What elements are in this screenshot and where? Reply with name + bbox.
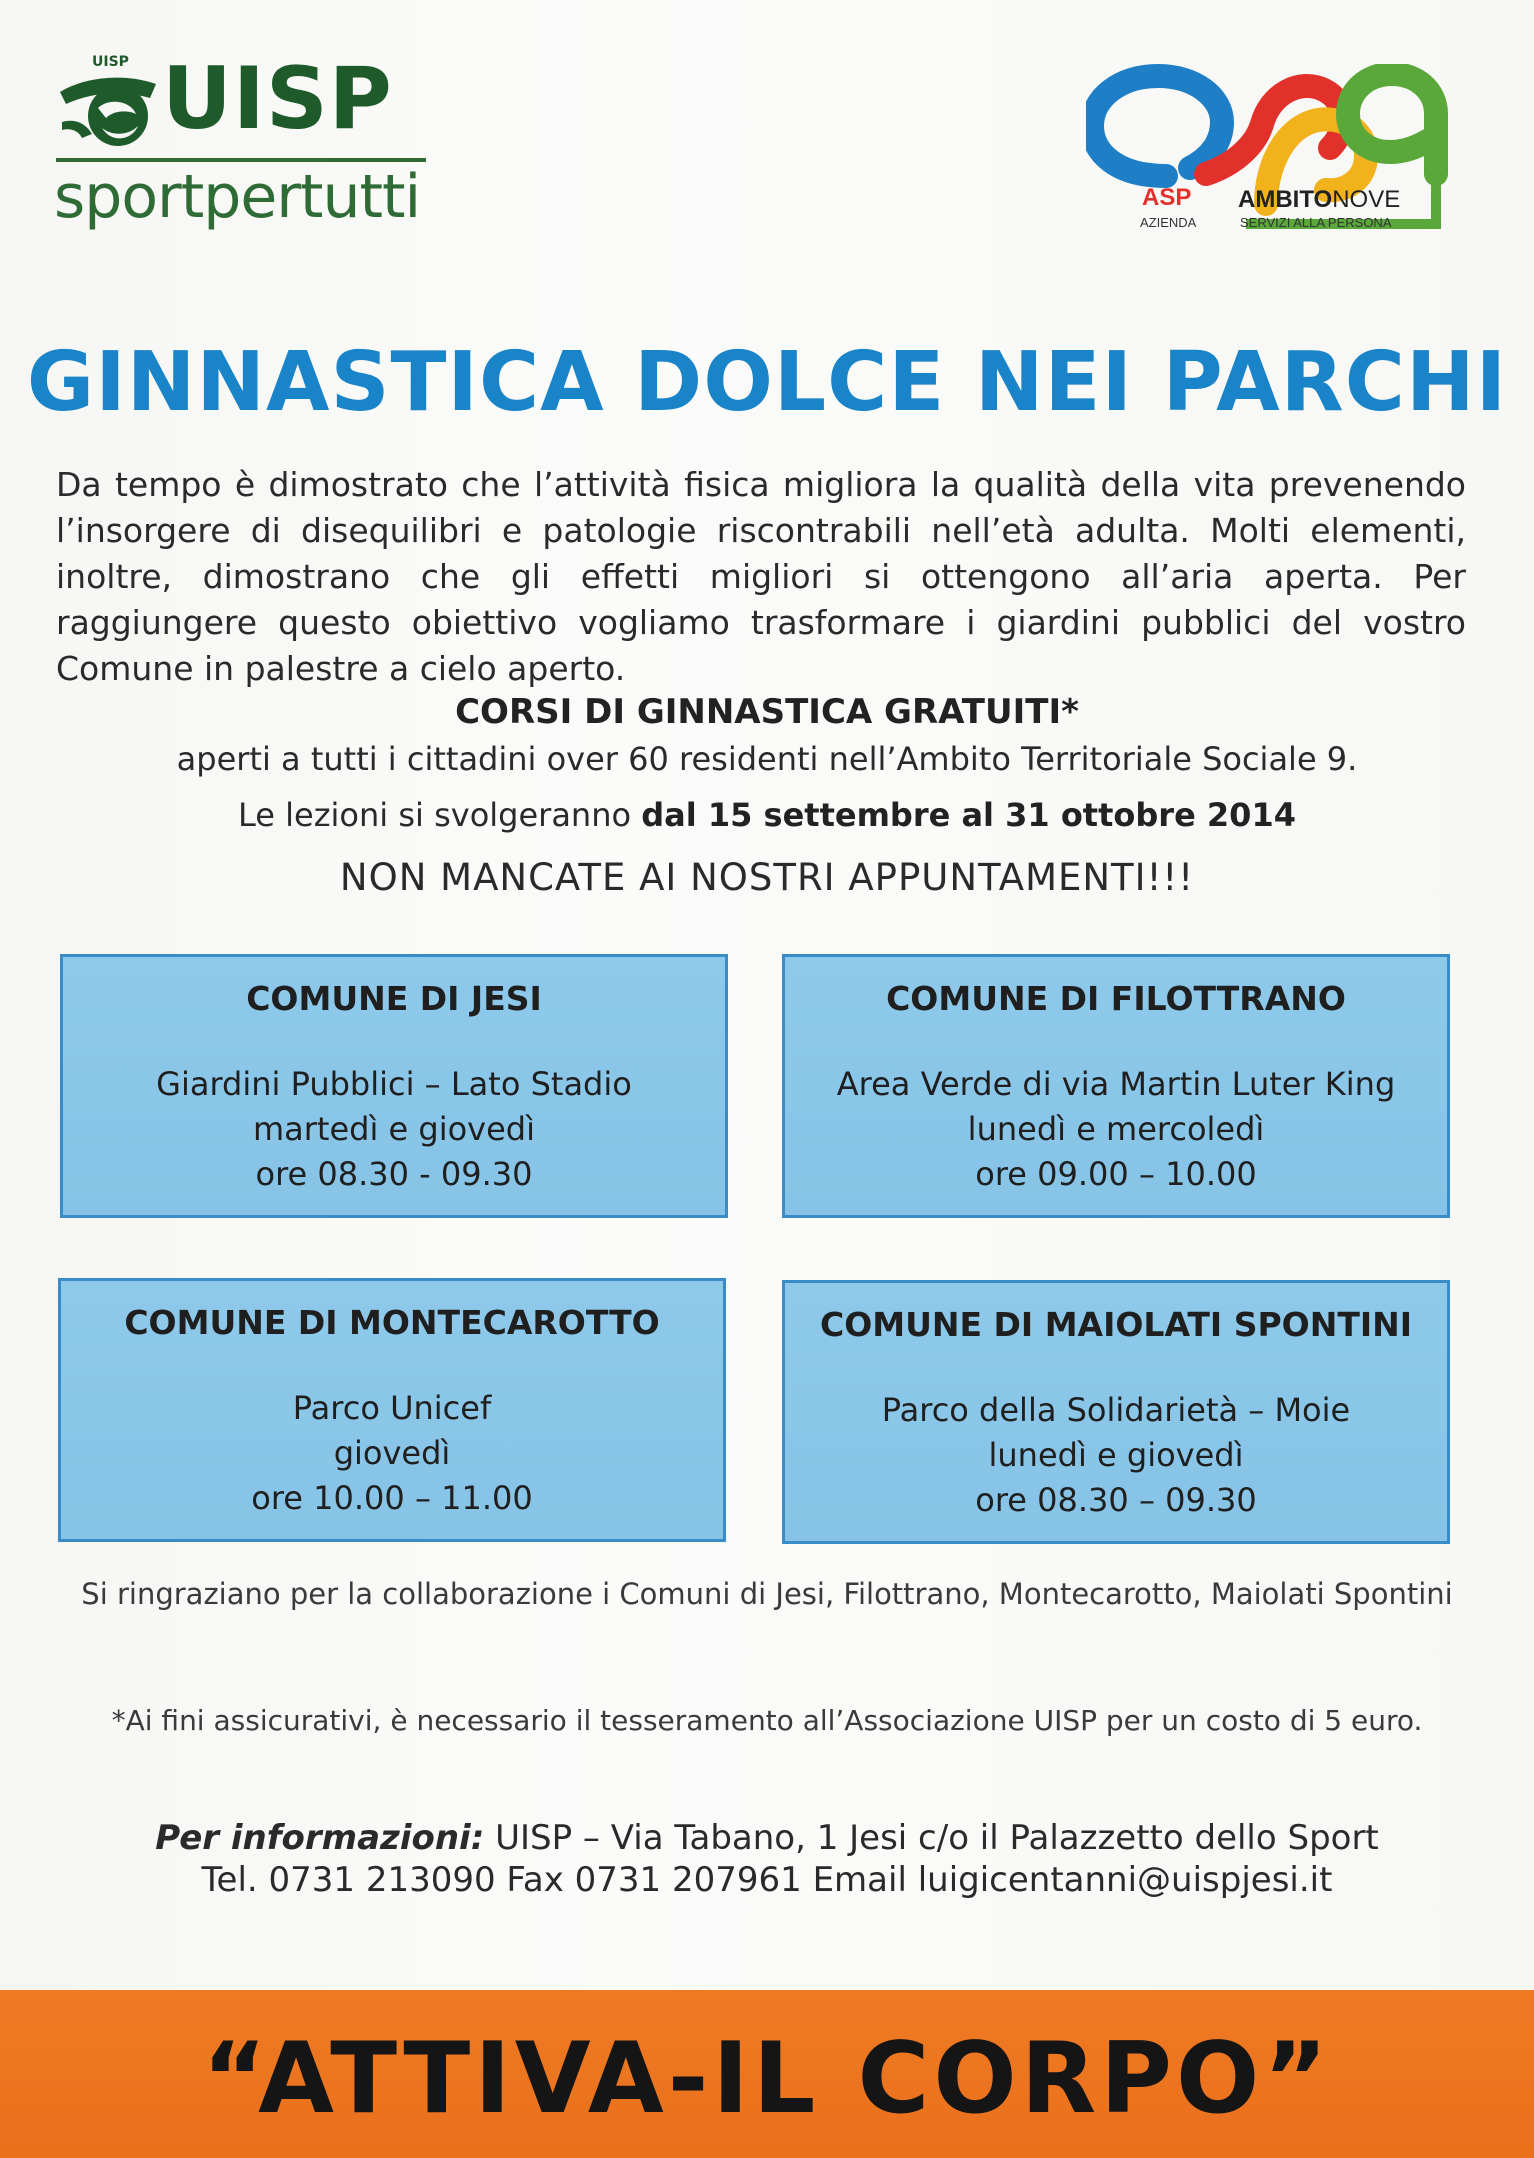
- location-comune: COMUNE DI MONTECAROTTO: [124, 1303, 660, 1342]
- call-to-action: NON MANCATE AI NOSTRI APPUNTAMENTI!!!: [339, 856, 1195, 899]
- courses-subheading: aperti a tutti i cittadini over 60 residenti nell’Ambito Territoriale Sociale 9.: [176, 740, 1358, 778]
- ambito-label: AMBITONOVE: [1238, 186, 1401, 213]
- azienda-label: AZIENDA: [1140, 215, 1197, 230]
- dates-prefix: Le lezioni si svolgeranno: [238, 796, 632, 834]
- location-box: [782, 1280, 1450, 1544]
- location-place: Giardini Pubblici – Lato Stadio: [156, 1065, 632, 1103]
- location-comune: COMUNE DI JESI: [246, 979, 542, 1018]
- uisp-tagline: sportpertutti: [54, 162, 421, 232]
- page-title: GINNASTICA DOLCE NEI PARCHI: [26, 335, 1508, 430]
- location-place: Parco Unicef: [292, 1389, 492, 1427]
- asp-label: ASP: [1142, 184, 1192, 211]
- info-address-text: UISP – Via Tabano, 1 Jesi c/o il Palazzetto dello Sport: [495, 1818, 1379, 1858]
- servizi-label: SERVIZI ALLA PERSONA: [1240, 215, 1392, 230]
- location-days: martedì e giovedì: [252, 1110, 535, 1148]
- location-comune: COMUNE DI MAIOLATI SPONTINI: [819, 1305, 1413, 1344]
- insurance-note: *Ai fini assicurativi, è necessario il tesseramento all’Associazione UISP per un costo di 5 euro.: [111, 1704, 1423, 1737]
- location-place: Area Verde di via Martin Luter King: [836, 1065, 1396, 1103]
- location-box: [782, 954, 1450, 1218]
- courses-dates: [0, 796, 1534, 834]
- location-hours: ore 09.00 – 10.00: [975, 1155, 1257, 1193]
- location-box: [60, 954, 728, 1218]
- location-place: Parco della Solidarietà – Moie: [881, 1391, 1351, 1429]
- intro-paragraph: Da tempo è dimostrato che l’attività fisica migliora la qualità della vita prevenendo l’insorgere di disequilibri e patologie riscontrabili nell’età adulta. Molti elementi, inoltre, dimostrano che gli effetti migliori si ottengono all’aria aperta. Per raggiungere questo obiettivo vogliamo trasformare i giardini pubblici del vostro Comune in palestre a cielo aperto.: [56, 465, 1466, 688]
- uisp-runner-icon: [52, 58, 164, 162]
- location-box: [58, 1278, 726, 1542]
- location-hours: ore 10.00 – 11.00: [251, 1479, 533, 1517]
- location-hours: ore 08.30 – 09.30: [975, 1481, 1257, 1519]
- slogan: “ATTIVA-IL CORPO”: [202, 2022, 1332, 2136]
- location-comune: COMUNE DI FILOTTRANO: [886, 979, 1346, 1018]
- uisp-small-label: UISP: [92, 54, 129, 70]
- thanks-note: Si ringraziano per la collaborazione i Comuni di Jesi, Filottrano, Montecarotto, Maiolati Spontini: [81, 1577, 1453, 1611]
- uisp-wordmark: UISP: [162, 49, 393, 149]
- location-days: lunedì e giovedì: [988, 1436, 1244, 1474]
- info-address: [0, 1818, 1534, 1858]
- location-days: giovedì: [333, 1434, 451, 1472]
- info-label: Per informazioni:: [155, 1818, 485, 1858]
- asp-ambito-nove-logo: [1086, 64, 1466, 244]
- uisp-logo: [52, 49, 432, 252]
- dates-range: dal 15 settembre al 31 ottobre 2014: [641, 796, 1296, 834]
- courses-heading: CORSI DI GINNASTICA GRATUITI*: [455, 692, 1079, 732]
- location-hours: ore 08.30 - 09.30: [255, 1155, 533, 1193]
- info-contacts: Tel. 0731 213090 Fax 0731 207961 Email luigicentanni@uispjesi.it: [201, 1860, 1333, 1900]
- location-days: lunedì e mercoledì: [967, 1110, 1265, 1148]
